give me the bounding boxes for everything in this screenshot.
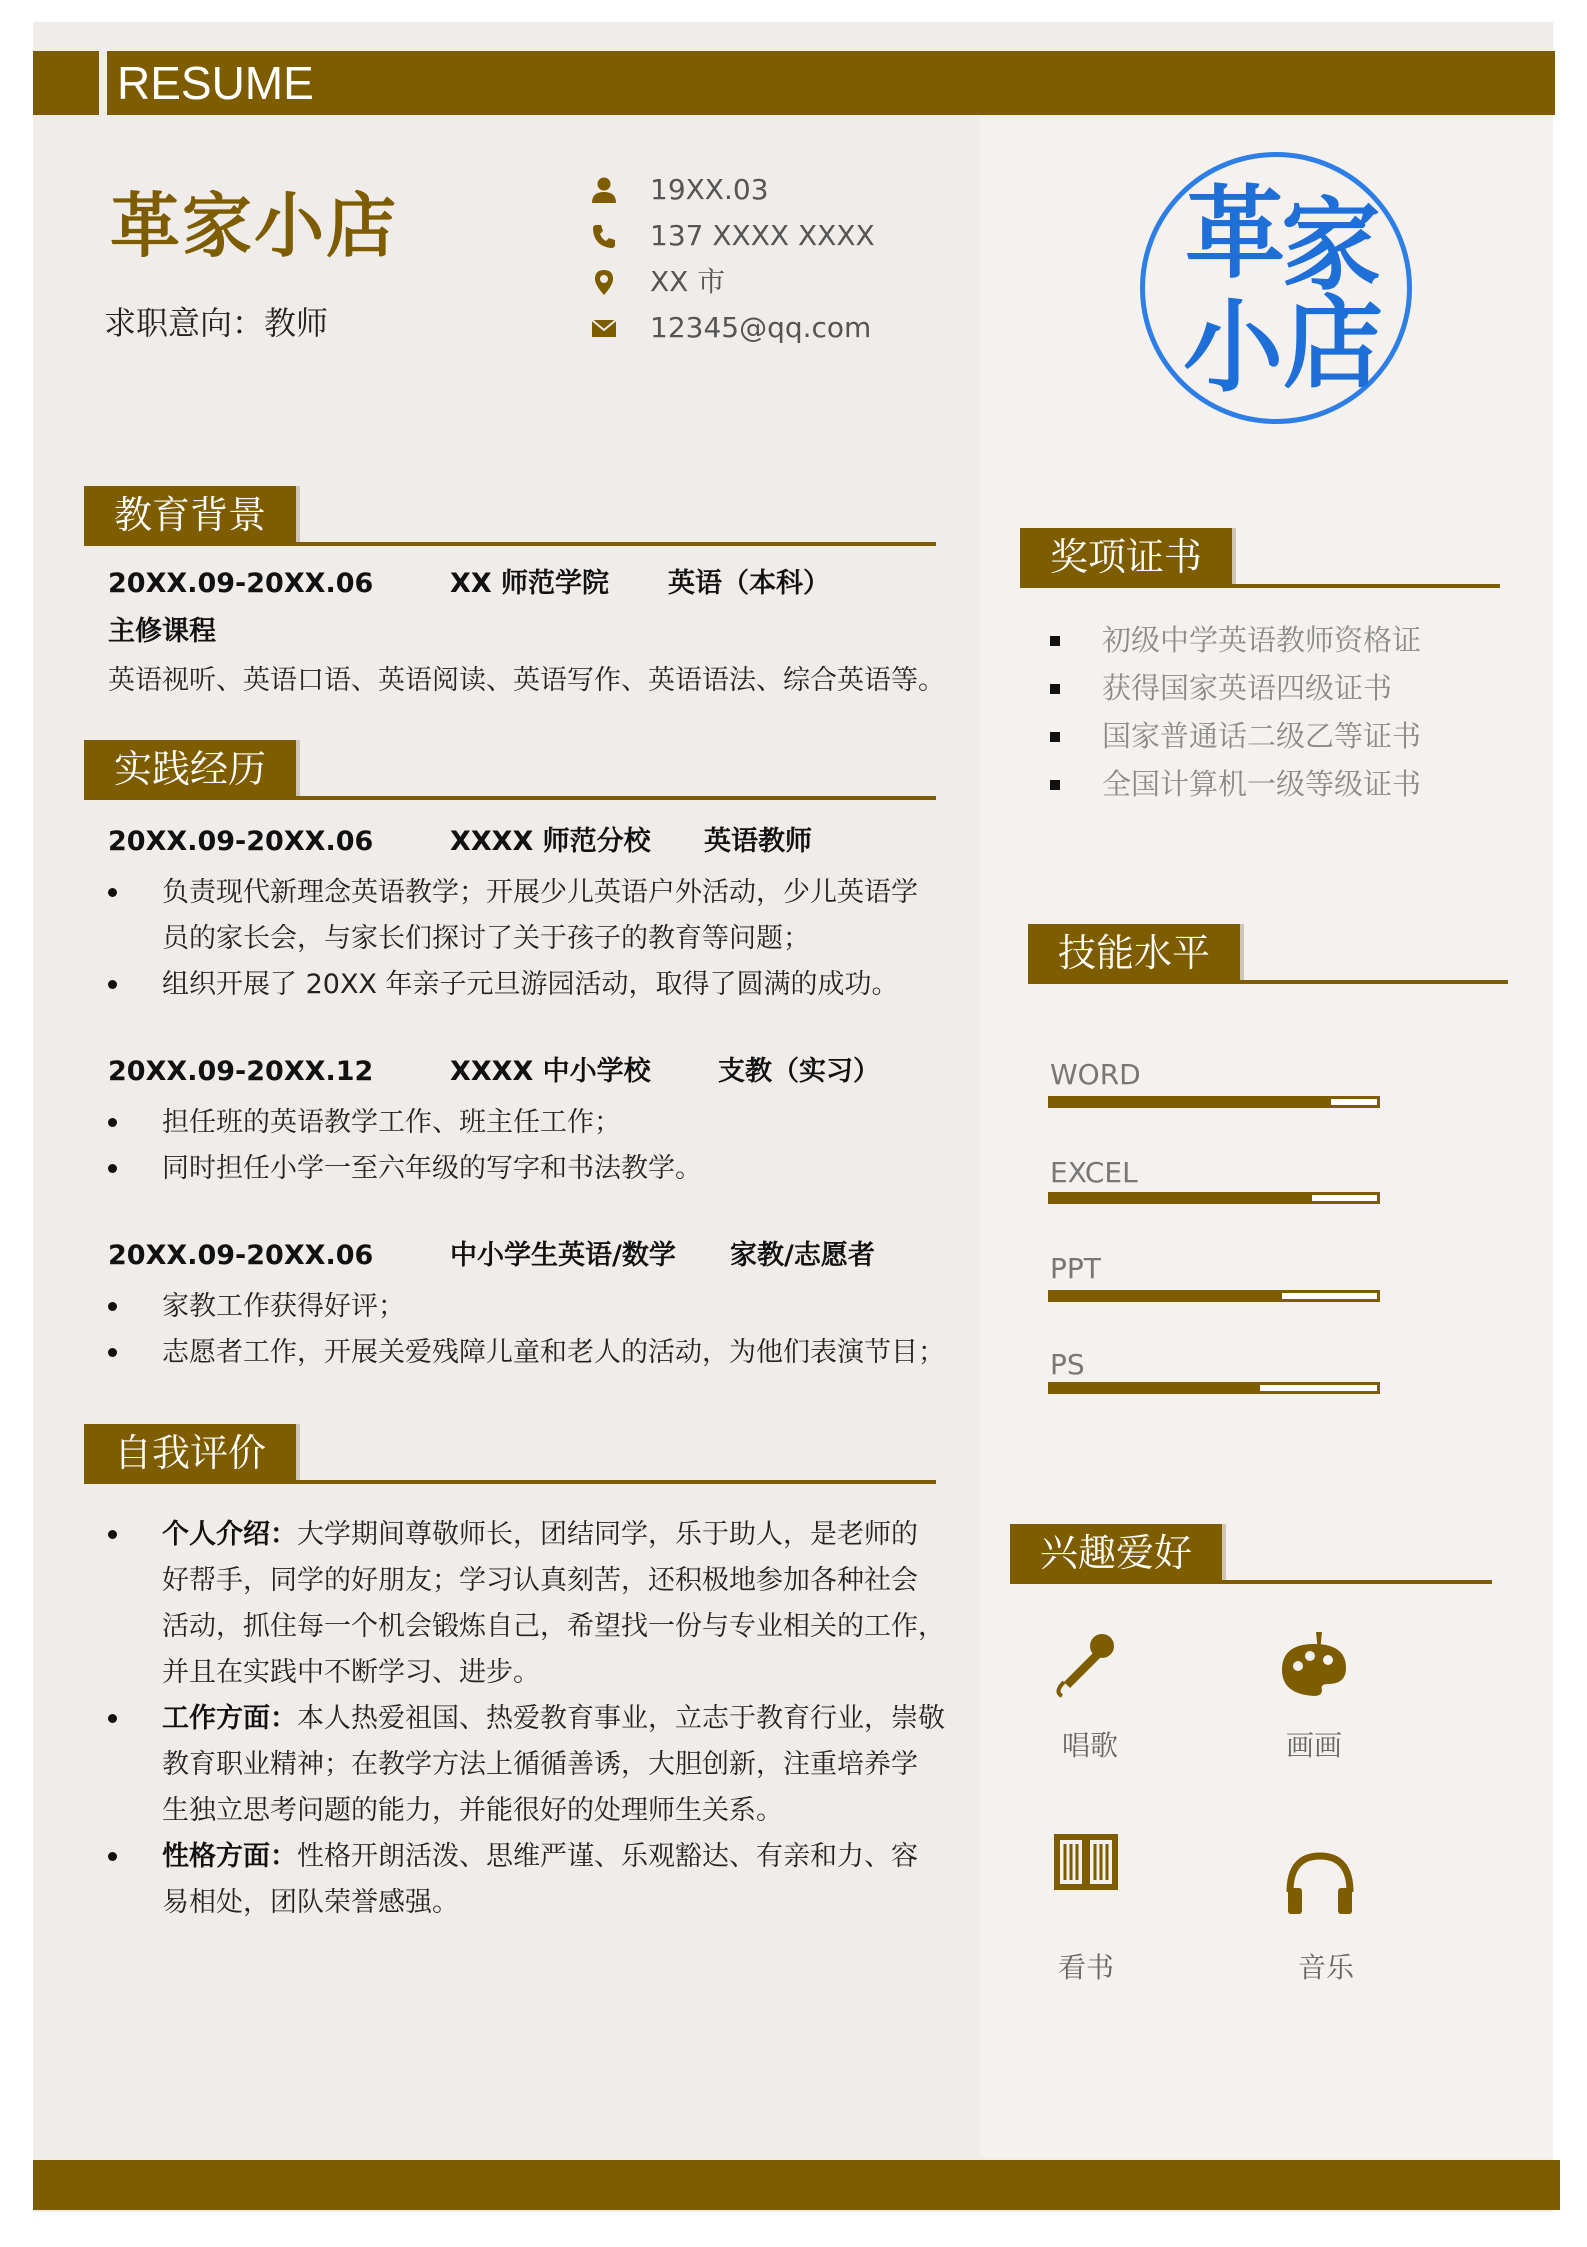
hobby-label: 画画 <box>1285 1729 1342 1762</box>
practice-bullet <box>108 962 988 1008</box>
self-eval-heading-tab: 自我评价 <box>84 1424 296 1482</box>
bullet-text: 志愿者工作，开展关爱残障儿童和老人的活动，为他们表演节目； <box>162 1337 945 1368</box>
award-item <box>1050 616 1510 664</box>
section-divider <box>1010 1580 1492 1584</box>
seal-char: 家 <box>1281 186 1381 304</box>
skill-name: PS <box>1050 1348 1085 1381</box>
contact-location-text: XX 市 <box>650 265 726 298</box>
practice-period: 20XX.09-20XX.12 <box>108 1056 374 1087</box>
self-eval-item <box>108 1512 988 1696</box>
headphones-icon <box>1282 1848 1358 1924</box>
practice-bullet <box>108 1330 988 1376</box>
practice-role: 支教（实习） <box>718 1056 880 1087</box>
skills-heading-tab: 技能水平 <box>1028 924 1240 982</box>
contact-birth-text: 19XX.03 <box>650 173 769 206</box>
bullet-dot <box>108 1530 117 1539</box>
skill-bar-fill <box>1051 1099 1331 1105</box>
section-divider <box>1028 980 1508 984</box>
section-divider <box>84 1480 936 1484</box>
seal-char: 小 <box>1183 288 1283 406</box>
education-entry <box>108 564 928 604</box>
header-notch <box>99 51 107 115</box>
bullet-dot <box>108 888 117 897</box>
award-text: 获得国家英语四级证书 <box>1102 671 1393 705</box>
bullet-dot <box>108 980 117 989</box>
bullet-text: 负责现代新理念英语教学；开展少儿英语户外活动，少儿英语学 员的家长会，与家长们探讨了关于孩子的教育等问题； <box>162 877 918 954</box>
skill-name: PPT <box>1050 1252 1101 1285</box>
self-eval-label: 性格方面： <box>162 1841 297 1872</box>
bullet-square <box>1050 732 1060 742</box>
practice-heading <box>84 740 936 802</box>
section-divider <box>84 796 936 800</box>
practice-period: 20XX.09-20XX.06 <box>108 826 374 857</box>
skill-name: WORD <box>1050 1058 1141 1091</box>
practice-org: 中小学生英语/数学 <box>450 1240 676 1271</box>
practice-role: 家教/志愿者 <box>730 1240 875 1271</box>
practice-bullet <box>108 1284 988 1330</box>
practice-heading-tab: 实践经历 <box>84 740 296 798</box>
seal-char: 革 <box>1185 174 1285 292</box>
bullet-dot <box>108 1118 117 1127</box>
self-eval-heading <box>84 1424 936 1486</box>
skill-bar-fill <box>1051 1195 1312 1201</box>
award-item <box>1050 664 1510 712</box>
hobbies-heading-tab: 兴趣爱好 <box>1010 1524 1222 1582</box>
education-major: 英语（本科） <box>668 568 830 599</box>
bullet-text: 家教工作获得好评； <box>162 1291 405 1322</box>
bullet-dot <box>108 1302 117 1311</box>
resume-header-bar <box>33 51 1555 115</box>
self-eval-text: 个人介绍：大学期间尊敬师长，团结同学，乐于助人，是老师的 好帮手，同学的好朋友；学习认真刻苦，还积极地参加各种社会 活动，抓住每一个机会锻炼自己，希望找一份与专业相关的工作， 并且在实践中不断学习、进步。 <box>162 1519 945 1688</box>
seal-char: 店 <box>1283 284 1383 402</box>
skill-bar <box>1048 1096 1380 1108</box>
phone-icon <box>590 222 618 250</box>
section-divider <box>1020 584 1500 588</box>
location-icon <box>590 268 618 296</box>
skill-name: EXCEL <box>1050 1156 1138 1189</box>
self-eval-label: 个人介绍： <box>162 1519 297 1550</box>
palette-icon <box>1276 1626 1352 1702</box>
practice-entry <box>108 1236 928 1276</box>
bullet-dot <box>108 1348 117 1357</box>
candidate-name: 革家小店 <box>110 185 398 267</box>
bullet-text: 同时担任小学一至六年级的写字和书法教学。 <box>162 1153 702 1184</box>
education-heading-tab: 教育背景 <box>84 486 296 544</box>
education-heading <box>84 486 936 548</box>
self-eval-item <box>108 1696 988 1834</box>
hobby-label: 看书 <box>1057 1951 1114 1984</box>
mail-icon <box>590 314 618 342</box>
person-icon <box>590 176 618 204</box>
practice-org: XXXX 中小学校 <box>450 1056 651 1087</box>
practice-bullet <box>108 1100 988 1146</box>
bullet-text: 组织开展了 20XX 年亲子元旦游园活动，取得了圆满的成功。 <box>162 969 899 1000</box>
resume-title: RESUME <box>117 57 314 109</box>
hobby-label: 唱歌 <box>1061 1729 1118 1762</box>
section-divider <box>84 542 936 546</box>
bullet-dot <box>108 1164 117 1173</box>
skill-bar-fill <box>1051 1293 1282 1299</box>
self-eval-text: 工作方面：本人热爱祖国、热爱教育事业，立志于教育行业，崇敬 教育职业精神；在教学方法上循循善诱，大胆创新，注重培养学 生独立思考问题的能力，并能很好的处理师生关系。 <box>162 1703 945 1826</box>
microphone-icon <box>1050 1626 1126 1702</box>
footer-bar <box>33 2160 1560 2210</box>
hobby-label: 音乐 <box>1297 1951 1354 1984</box>
bullet-square <box>1050 636 1060 646</box>
courses-text: 英语视听、英语口语、英语阅读、英语写作、英语语法、综合英语等。 <box>108 665 945 696</box>
courses-label: 主修课程 <box>108 616 216 647</box>
practice-period: 20XX.09-20XX.06 <box>108 1240 374 1271</box>
practice-bullet <box>108 870 988 962</box>
skill-bar <box>1048 1382 1380 1394</box>
practice-entry <box>108 1052 928 1092</box>
contact-phone-text: 137 XXXX XXXX <box>650 219 875 252</box>
seal-logo <box>1140 152 1412 424</box>
bullet-square <box>1050 684 1060 694</box>
bullet-text: 担任班的英语教学工作、班主任工作； <box>162 1107 621 1138</box>
practice-role: 英语教师 <box>704 826 812 857</box>
award-item <box>1050 760 1510 808</box>
contact-email-text: 12345@qq.com <box>650 311 872 344</box>
education-period: 20XX.09-20XX.06 <box>108 568 374 599</box>
awards-heading <box>1020 528 1500 590</box>
self-eval-label: 工作方面： <box>162 1703 297 1734</box>
book-icon <box>1048 1822 1124 1898</box>
award-text: 国家普通话二级乙等证书 <box>1102 719 1422 753</box>
practice-org: XXXX 师范分校 <box>450 826 651 857</box>
skill-bar-fill <box>1051 1385 1260 1391</box>
education-school: XX 师范学院 <box>450 568 610 599</box>
job-objective: 求职意向：教师 <box>104 304 329 342</box>
skills-heading <box>1028 924 1508 986</box>
award-text: 初级中学英语教师资格证 <box>1102 623 1422 657</box>
award-text: 全国计算机一级等级证书 <box>1102 767 1422 801</box>
hobbies-heading <box>1010 1524 1492 1586</box>
self-eval-text: 性格方面：性格开朗活泼、思维严谨、乐观豁达、有亲和力、容 易相处，团队荣誉感强。 <box>162 1841 918 1918</box>
skill-bar <box>1048 1192 1380 1204</box>
skill-bar <box>1048 1290 1380 1302</box>
bullet-dot <box>108 1714 117 1723</box>
award-item <box>1050 712 1510 760</box>
awards-heading-tab: 奖项证书 <box>1020 528 1232 586</box>
bullet-square <box>1050 780 1060 790</box>
self-eval-item <box>108 1834 988 1926</box>
practice-entry <box>108 822 928 862</box>
bullet-dot <box>108 1852 117 1861</box>
practice-bullet <box>108 1146 988 1192</box>
